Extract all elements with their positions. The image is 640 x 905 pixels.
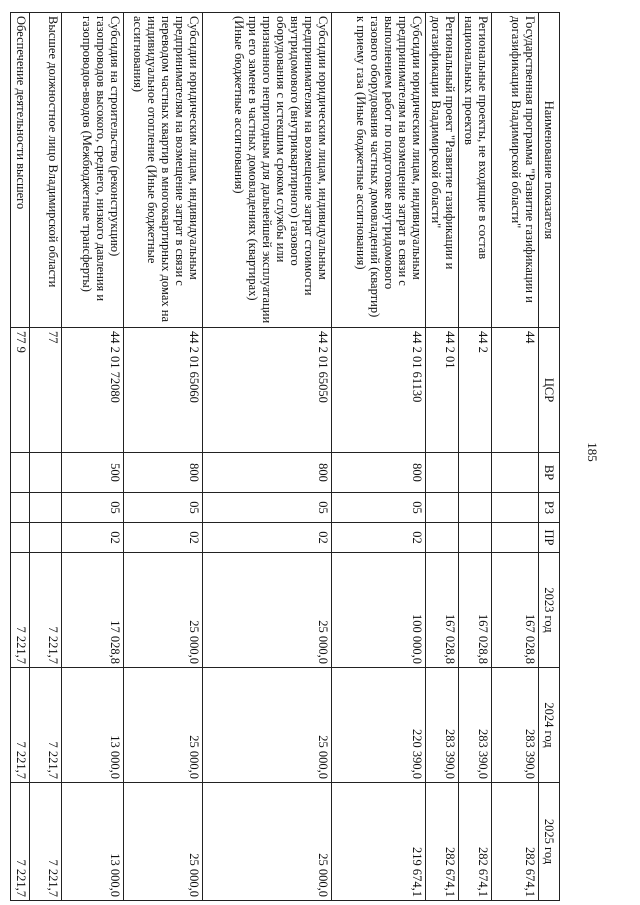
header-vr: ВР	[539, 453, 560, 493]
row-vr	[30, 453, 62, 493]
row-2025: 25 000,0	[124, 783, 203, 901]
row-2023: 167 028,8	[425, 553, 458, 668]
row-pr: 02	[203, 523, 331, 553]
row-vr: 800	[203, 453, 331, 493]
row-vr	[491, 453, 538, 493]
header-rz: РЗ	[539, 493, 560, 523]
row-vr	[425, 453, 458, 493]
table-row	[491, 13, 538, 901]
row-2025: 282 674,1	[458, 783, 491, 901]
row-rz: 05	[124, 493, 203, 523]
row-2023: 167 028,8	[458, 553, 491, 668]
header-2024: 2024 год	[539, 668, 560, 783]
row-pr	[491, 523, 538, 553]
budget-table-wrapper	[10, 12, 560, 900]
row-name: Субсидия на строительство (реконструкцию) газопроводов высокого, среднего, низкого давления и газопроводов-вводов (Межбюджетные трансферты)	[62, 13, 124, 328]
table-row	[331, 13, 425, 901]
row-pr: 02	[124, 523, 203, 553]
row-vr: 500	[62, 453, 124, 493]
header-row	[539, 13, 560, 901]
table-row	[425, 13, 458, 901]
row-2025: 282 674,1	[491, 783, 538, 901]
header-2023: 2023 год	[539, 553, 560, 668]
header-2025: 2025 год	[539, 783, 560, 901]
row-csr: 44	[491, 328, 538, 453]
row-rz	[458, 493, 491, 523]
table-row	[203, 13, 331, 901]
row-2024: 25 000,0	[203, 668, 331, 783]
row-2023: 100 000,0	[331, 553, 425, 668]
row-rz	[11, 493, 30, 523]
row-rz	[30, 493, 62, 523]
row-2023: 17 028,8	[62, 553, 124, 668]
row-2023: 7 221,7	[30, 553, 62, 668]
row-csr: 44 2	[458, 328, 491, 453]
page-number: 185	[584, 442, 600, 462]
row-rz: 05	[331, 493, 425, 523]
table-row	[458, 13, 491, 901]
row-name: Субсидии юридическим лицам, индивидуальным предпринимателям на возмещение затрат в связи с переводом частных квартир в многоквартирных домах на индивидуальное отопление (Иные бюджетные ассигнования)	[124, 13, 203, 328]
row-csr: 44 2 01 65050	[203, 328, 331, 453]
row-name: Высшее должностное лицо Владимирской области	[30, 13, 62, 328]
row-2024: 7 221,7	[11, 668, 30, 783]
row-name: Государственная программа "Развитие газификации и догазификации Владимирской области"	[491, 13, 538, 328]
row-2024: 283 390,0	[425, 668, 458, 783]
budget-table	[10, 12, 560, 901]
row-rz: 05	[62, 493, 124, 523]
row-2025: 25 000,0	[203, 783, 331, 901]
row-rz	[425, 493, 458, 523]
row-name: Региональные проекты, не входящие в состав национальных проектов	[458, 13, 491, 328]
row-vr: 800	[124, 453, 203, 493]
row-2024: 283 390,0	[458, 668, 491, 783]
row-csr: 44 2 01 65060	[124, 328, 203, 453]
row-2023: 25 000,0	[203, 553, 331, 668]
row-pr: 02	[62, 523, 124, 553]
row-2023: 167 028,8	[491, 553, 538, 668]
row-csr: 44 2 01 72080	[62, 328, 124, 453]
row-2024: 283 390,0	[491, 668, 538, 783]
row-2024: 220 390,0	[331, 668, 425, 783]
row-2025: 7 221,7	[30, 783, 62, 901]
row-pr: 02	[331, 523, 425, 553]
row-vr	[458, 453, 491, 493]
row-2023: 7 221,7	[11, 553, 30, 668]
row-2023: 25 000,0	[124, 553, 203, 668]
row-pr	[11, 523, 30, 553]
row-pr	[458, 523, 491, 553]
row-csr: 77 9	[11, 328, 30, 453]
table-row	[30, 13, 62, 901]
header-pr: ПР	[539, 523, 560, 553]
row-name: Региональный проект "Развитие газификации и догазификации Владимирской области"	[425, 13, 458, 328]
table-row	[11, 13, 30, 901]
row-2025: 282 674,1	[425, 783, 458, 901]
row-pr	[30, 523, 62, 553]
row-2025: 219 674,1	[331, 783, 425, 901]
row-2024: 13 000,0	[62, 668, 124, 783]
row-vr: 800	[331, 453, 425, 493]
row-rz	[491, 493, 538, 523]
header-csr: ЦСР	[539, 328, 560, 453]
row-vr	[11, 453, 30, 493]
table-row	[62, 13, 124, 901]
row-2024: 7 221,7	[30, 668, 62, 783]
row-csr: 44 2 01 61130	[331, 328, 425, 453]
row-name: Субсидии юридическим лицам, индивидуальным предпринимателям на возмещение затрат в связи с выполнением работ по подготовке внутридомового газового оборудования частных домовладений (квартир) к приему газа (Иные бюджетные ассигнования)	[331, 13, 425, 328]
row-2025: 7 221,7	[11, 783, 30, 901]
row-rz: 05	[203, 493, 331, 523]
row-pr	[425, 523, 458, 553]
row-2024: 25 000,0	[124, 668, 203, 783]
row-name: Обеспечение деятельности высшего	[11, 13, 30, 328]
row-csr: 77	[30, 328, 62, 453]
table-row	[124, 13, 203, 901]
row-name: Субсидии юридическим лицам, индивидуальным предпринимателям на возмещение затрат стоимости внутридомового (внутриквартирного) газового оборудования с истекшим сроком службы или признанного непригодным для дальнейшей эксплуатации при его замене в частных домовладениях (квартирах) (Иные бюджетные ассигнования)	[203, 13, 331, 328]
row-2025: 13 000,0	[62, 783, 124, 901]
row-csr: 44 2 01	[425, 328, 458, 453]
header-name: Наименование показателя	[539, 13, 560, 328]
